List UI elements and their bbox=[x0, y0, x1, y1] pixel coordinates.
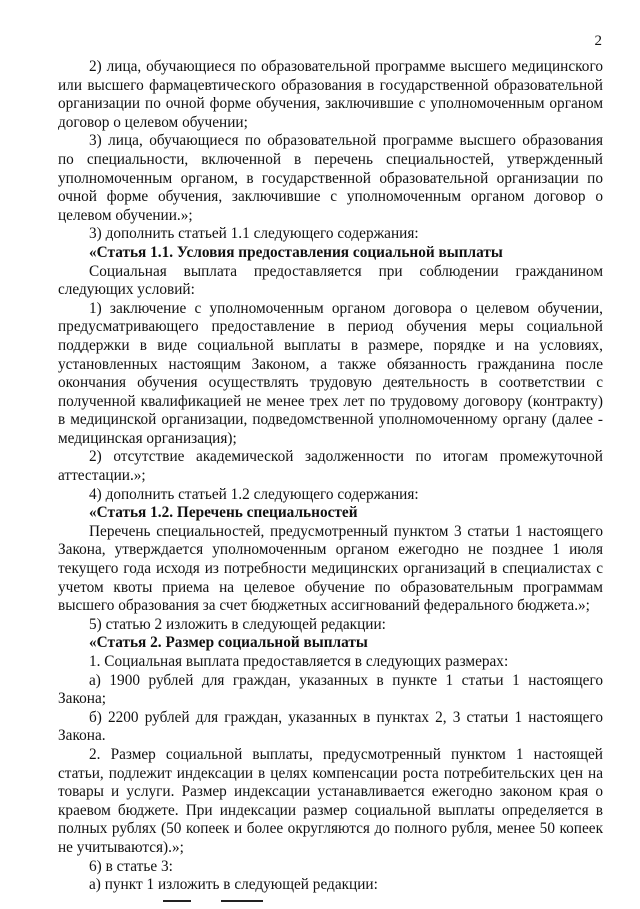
page-number: 2 bbox=[594, 33, 602, 49]
amendment-6: 6) в статье 3: bbox=[89, 857, 173, 875]
amendment-5: 5) статью 2 изложить в следующей редакции: bbox=[89, 615, 386, 633]
subpoint-a: а) 1900 рублей для граждан, указанных в пункте 1 статьи 1 настоящего Закона; bbox=[58, 671, 603, 708]
article-2-point-1: 1. Социальная выплата предоставляется в следующих размерах: bbox=[89, 653, 509, 670]
amendment-3: 3) дополнить статьей 1.1 следующего содержания: bbox=[89, 225, 419, 243]
condition-2: 2) отсутствие академической задолженности по итогам промежуточной аттестации.»; bbox=[58, 448, 603, 485]
article-2-point-2: 2. Размер социальной выплаты, предусмотренный пунктом 1 настоящей статьи, подлежит индексации в целях компенсации роста потребительских цен на товары и услуги. Размер индексации устанавливается ежегодно законом края о краевом бюджете. При индексации размер социальной выплаты определяется в полных рублях (50 копеек и более округляются до полного рубля, менее 50 копеек не учитываются).»; bbox=[58, 745, 603, 856]
paragraph-item-3: 3) лица, обучающиеся по образовательной программе высшего образования по специальности, включенной в перечень специальностей, утвержденный уполномоченным органом, в государственной образовательной организации по очной форме обучения, заключившие с уполномоченным органом договор о целевом обучении.»; bbox=[58, 132, 603, 224]
amendment-6-a: а) пункт 1 изложить в следующей редакции: bbox=[89, 876, 378, 894]
article-1-2-heading: «Статья 1.2. Перечень специальностей bbox=[89, 504, 358, 522]
article-1-1-intro: Социальная выплата предоставляется при соблюдении гражданином следующих условий: bbox=[58, 262, 603, 299]
condition-1: 1) заключение с уполномоченным органом договора о целевом обучении, предусматривающего предоставление в период обучения меры социальной поддержки в виде социальной выплаты в размере, порядке и на условиях, установленных настоящим Законом, а также обязанность гражданина после окончания обучения осуществлять трудовую деятельность в соответствии с полученной квалификацией не менее трех лет по трудовому договору (контракту) в медицинской организации, подведомственной уполномоченному органу (далее - медицинская организация); bbox=[58, 299, 603, 447]
article-1-1-heading: «Статья 1.1. Условия предоставления социальной выплаты bbox=[89, 243, 503, 261]
bottom-edge-marks bbox=[163, 900, 283, 902]
amendment-4: 4) дополнить статьей 1.2 следующего содержания: bbox=[89, 485, 419, 503]
document-body bbox=[58, 58, 603, 895]
paragraph-item-2: 2) лица, обучающиеся по образовательной программе высшего медицинского или высшего фармацевтического образования в государственной образовательной организации по очной форме обучения, заключившие с уполномоченным органом договор о целевом обучении; bbox=[58, 58, 603, 131]
subpoint-b: б) 2200 рублей для граждан, указанных в пунктах 2, 3 статьи 1 настоящего Закона. bbox=[58, 708, 603, 745]
article-2-heading: «Статья 2. Размер социальной выплаты bbox=[89, 634, 368, 652]
article-1-2-text: Перечень специальностей, предусмотренный пунктом 3 статьи 1 настоящего Закона, утверждается уполномоченным органом ежегодно не позднее 1 июля текущего года исходя из потребности медицинских организаций в специалистах с учетом квоты приема на целевое обучение по образовательным программам высшего образования за счет бюджетных ассигнований федерального бюджета.»; bbox=[58, 522, 603, 615]
